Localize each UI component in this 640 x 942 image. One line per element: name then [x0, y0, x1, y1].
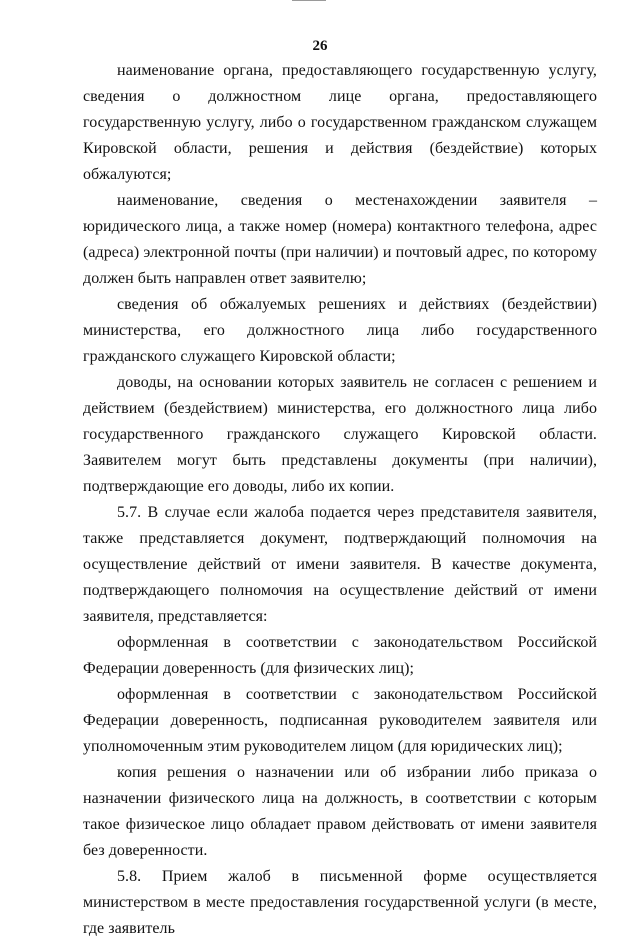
paragraph-applicant-info: наименование, сведения о местенахождении заявителя – юридического лица, а также номер (номера) контактного телефона, адрес (адреса) электронной почты (при наличии) и почтовый адрес, по которому должен быть направлен ответ заявителю;: [83, 192, 597, 287]
paragraph-legal-entity-power-of-attorney: оформленная в соответствии с законодательством Российской Федерации доверенность, подписанная руководителем заявителя или уполномоченным этим руководителем лицом (для юридических лиц);: [83, 686, 597, 755]
page-number: 26: [312, 38, 328, 54]
document-body: [83, 58, 597, 942]
paragraph-section-5-7: 5.7. В случае если жалоба подается через представителя заявителя, также представляется документ, подтверждающий полномочия на осуществление действий от имени заявителя. В качестве документа, подтверждающего полномочия на осуществление действий от имени заявителя, представляется:: [83, 504, 597, 625]
paragraph-section-5-8: 5.8. Прием жалоб в письменной форме осуществляется министерством в месте предоставления государственной услуги (в месте, где заявитель: [83, 868, 597, 937]
paragraph-appointment-copy: копия решения о назначении или об избрании либо приказа о назначении физического лица на должность, в соответствии с которым такое физическое лицо обладает правом действовать от имени заявителя без доверенности.: [83, 764, 597, 859]
paragraph-individual-power-of-attorney: оформленная в соответствии с законодательством Российской Федерации доверенность (для физических лиц);: [83, 634, 597, 677]
paragraph-appealed-decisions: сведения об обжалуемых решениях и действиях (бездействии) министерства, его должностного лица либо государственного гражданского служащего Кировской области;: [83, 296, 597, 365]
scan-artifact-line: [292, 0, 326, 1]
paragraph-authority-info: наименование органа, предоставляющего государственную услугу, сведения о должностном лице органа, предоставляющего государственную услугу, либо о государственном гражданском служащем Кировской области, решения и действия (бездействие) которых обжалуются;: [83, 62, 597, 183]
paragraph-arguments: доводы, на основании которых заявитель не согласен с решением и действием (бездействием) министерства, его должностного лица либо государственного гражданского служащего Кировской области. Заявителем могут быть представлены документы (при наличии), подтверждающие его доводы, либо их копии.: [83, 374, 597, 495]
